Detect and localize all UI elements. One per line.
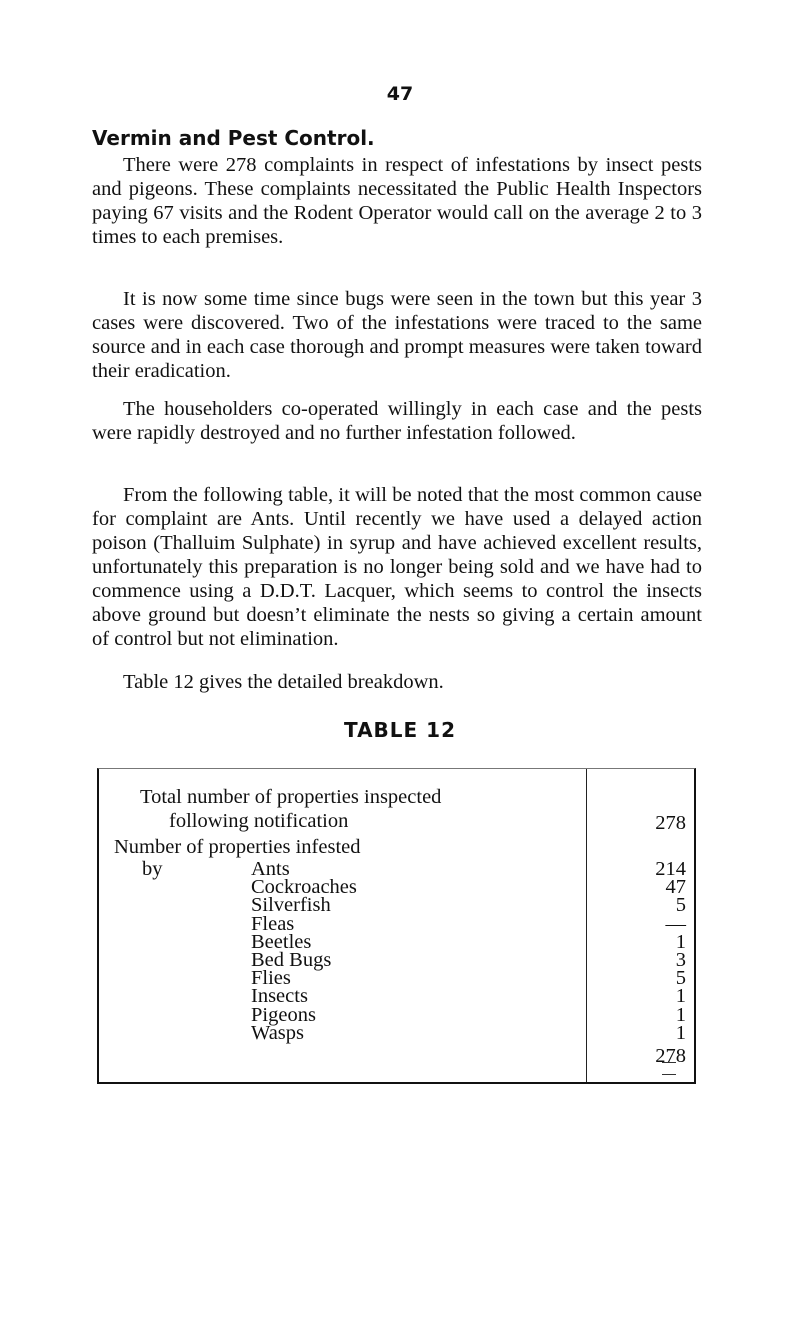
pest-value: 1 xyxy=(675,985,686,1008)
pest-value: 47 xyxy=(665,876,686,899)
total-rule-bottom xyxy=(662,1074,676,1075)
pest-name: Cockroaches xyxy=(251,876,357,899)
row-label-by: by xyxy=(142,858,163,880)
pest-name: Wasps xyxy=(251,1021,305,1044)
pest-name: Insects xyxy=(251,985,308,1008)
value-total-inspected: 278 xyxy=(655,812,686,834)
pest-name: Fleas xyxy=(251,912,295,935)
paragraph-complaints: There were 278 complaints in respect of infestations by insect pests and pigeons. These complaints necessitated the Public Health Inspectors paying 67 visits and the Rodent Operator would call on the average 2 to 3 times to each premises. xyxy=(92,154,702,248)
paragraph-table-ref: Table 12 gives the detailed breakdown. xyxy=(123,671,444,693)
pest-name: Silverfish xyxy=(251,894,331,917)
row-label-following-notification: following notification xyxy=(169,810,349,832)
pest-value: 5 xyxy=(675,967,686,990)
row-label-total-inspected: Total number of properties inspected xyxy=(140,786,442,808)
pest-value: 1 xyxy=(675,930,686,953)
pest-name: Pigeons xyxy=(251,1003,316,1026)
pest-name: Ants xyxy=(251,858,290,880)
table-title: TABLE 12 xyxy=(343,718,456,742)
pest-value: — xyxy=(665,912,686,935)
pest-name: Beetles xyxy=(251,930,312,953)
column-divider xyxy=(586,769,587,1082)
pest-name: Bed Bugs xyxy=(251,949,332,971)
paragraph-bugs: It is now some time since bugs were seen in the town but this year 3 cases were discovered. Two of the infestations were traced to the same source and in each case thorough and prompt measures were taken toward their eradication. xyxy=(92,288,702,382)
value-total-infested: 278 xyxy=(655,1045,686,1067)
section-heading: Vermin and Pest Control. xyxy=(92,126,375,150)
paragraph-householders: The householders co-operated willingly in each case and the pests were rapidly destroyed and no further infestation followed. xyxy=(92,398,702,444)
row-label-properties-infested: Number of properties infested xyxy=(114,836,361,858)
pest-table xyxy=(97,768,696,1084)
pest-value: 3 xyxy=(675,949,686,971)
page-number: 47 xyxy=(386,83,414,105)
pest-value: 5 xyxy=(675,894,686,917)
pest-value: 1 xyxy=(675,1003,686,1026)
pest-value: 1 xyxy=(675,1021,686,1044)
pest-value: 214 xyxy=(655,858,686,880)
pest-name: Flies xyxy=(251,967,291,990)
paragraph-ants: From the following table, it will be noted that the most common cause for complaint are Ants. Until recently we have used a delayed action poison (Thalluim Sulphate) in syrup and have achieved excellent results, unfortunately this preparation is no longer being sold and we have had to commence using a D.D.T. Lacquer, which seems to control the insects above ground but doesn’t eliminate the nests so giving a certain amount of control but not elimination. xyxy=(92,484,702,650)
